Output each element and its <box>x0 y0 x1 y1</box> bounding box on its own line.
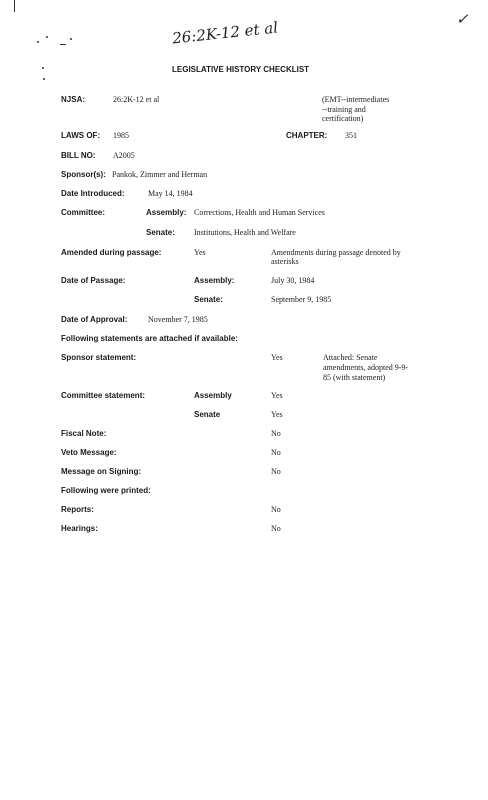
handwritten-citation: 26:2K-12 et al <box>171 18 279 48</box>
sponsors-value: Pankok, Zimmer and Herman <box>112 170 208 179</box>
njsa-note-line: (EMT--intermediates <box>322 95 390 104</box>
passage-senate-value: September 9, 1985 <box>271 295 332 304</box>
njsa-note-line: certification) <box>322 114 364 123</box>
date-introduced-value: May 14, 1984 <box>148 189 193 198</box>
laws-of-value: 1985 <box>113 131 129 140</box>
chapter-label: CHAPTER: <box>286 131 328 140</box>
amended-note-line: Amendments during passage denoted by <box>271 248 401 257</box>
committee-senate-label: Senate: <box>146 228 175 237</box>
date-introduced-label: Date Introduced: <box>61 189 125 198</box>
amended-note-line: asterisks <box>271 257 299 266</box>
reports-label: Reports: <box>61 505 94 514</box>
message-on-signing-value: No <box>271 467 281 476</box>
fiscal-note-value: No <box>271 429 281 438</box>
committee-statement-senate-value: Yes <box>271 410 283 419</box>
scan-speck <box>46 36 48 38</box>
page-title: LEGISLATIVE HISTORY CHECKLIST <box>172 65 310 74</box>
scan-speck <box>42 67 44 69</box>
scan-speck <box>37 41 39 43</box>
fiscal-note-label: Fiscal Note: <box>61 429 107 438</box>
scan-speck <box>70 38 72 40</box>
printed-heading: Following were printed: <box>61 486 151 495</box>
reports-value: No <box>271 505 281 514</box>
veto-message-label: Veto Message: <box>61 448 117 457</box>
committee-assembly-value: Corrections, Health and Human Services <box>194 208 325 217</box>
committee-statement-label: Committee statement: <box>61 391 146 400</box>
amended-value: Yes <box>194 248 206 257</box>
passage-assembly-label: Assembly: <box>194 276 235 285</box>
njsa-label: NJSA: <box>61 95 86 104</box>
sponsor-statement-note-line: Attached: Senate <box>323 353 378 362</box>
passage-senate-label: Senate: <box>194 295 223 304</box>
chapter-value: 351 <box>345 131 357 140</box>
bill-no-value: A2005 <box>113 151 135 160</box>
committee-assembly-label: Assembly: <box>146 208 187 217</box>
amended-label: Amended during passage: <box>61 248 162 257</box>
hearings-label: Hearings: <box>61 524 98 533</box>
statements-heading: Following statements are attached if available: <box>61 334 238 343</box>
njsa-value: 26:2K-12 et al <box>113 95 160 104</box>
njsa-note-line: --training and <box>322 105 366 114</box>
veto-message-value: No <box>271 448 281 457</box>
sponsors-label: Sponsor(s): <box>61 170 106 179</box>
checkmark-icon: ✓ <box>456 10 469 28</box>
date-of-approval-label: Date of Approval: <box>61 315 128 324</box>
message-on-signing-label: Message on Signing: <box>61 467 142 476</box>
scan-speck <box>60 44 66 45</box>
committee-statement-senate-label: Senate <box>194 410 221 419</box>
date-of-passage-label: Date of Passage: <box>61 276 126 285</box>
committee-statement-assembly-label: Assembly <box>194 391 232 400</box>
passage-assembly-value: July 30, 1984 <box>271 276 315 285</box>
bill-no-label: BILL NO: <box>61 151 96 160</box>
sponsor-statement-label: Sponsor statement: <box>61 353 137 362</box>
committee-label: Committee: <box>61 208 106 217</box>
hearings-value: No <box>271 524 281 533</box>
committee-statement-assembly-value: Yes <box>271 391 283 400</box>
binding-mark <box>14 0 15 12</box>
date-of-approval-value: November 7, 1985 <box>148 315 208 324</box>
committee-senate-value: Institutions, Health and Welfare <box>194 228 296 237</box>
sponsor-statement-note-line: amendments, adopted 9-9- <box>323 363 409 372</box>
scan-speck <box>43 78 45 80</box>
sponsor-statement-note-line: 85 (with statement) <box>323 373 386 382</box>
laws-of-label: LAWS OF: <box>61 131 101 140</box>
sponsor-statement-value: Yes <box>271 353 283 362</box>
